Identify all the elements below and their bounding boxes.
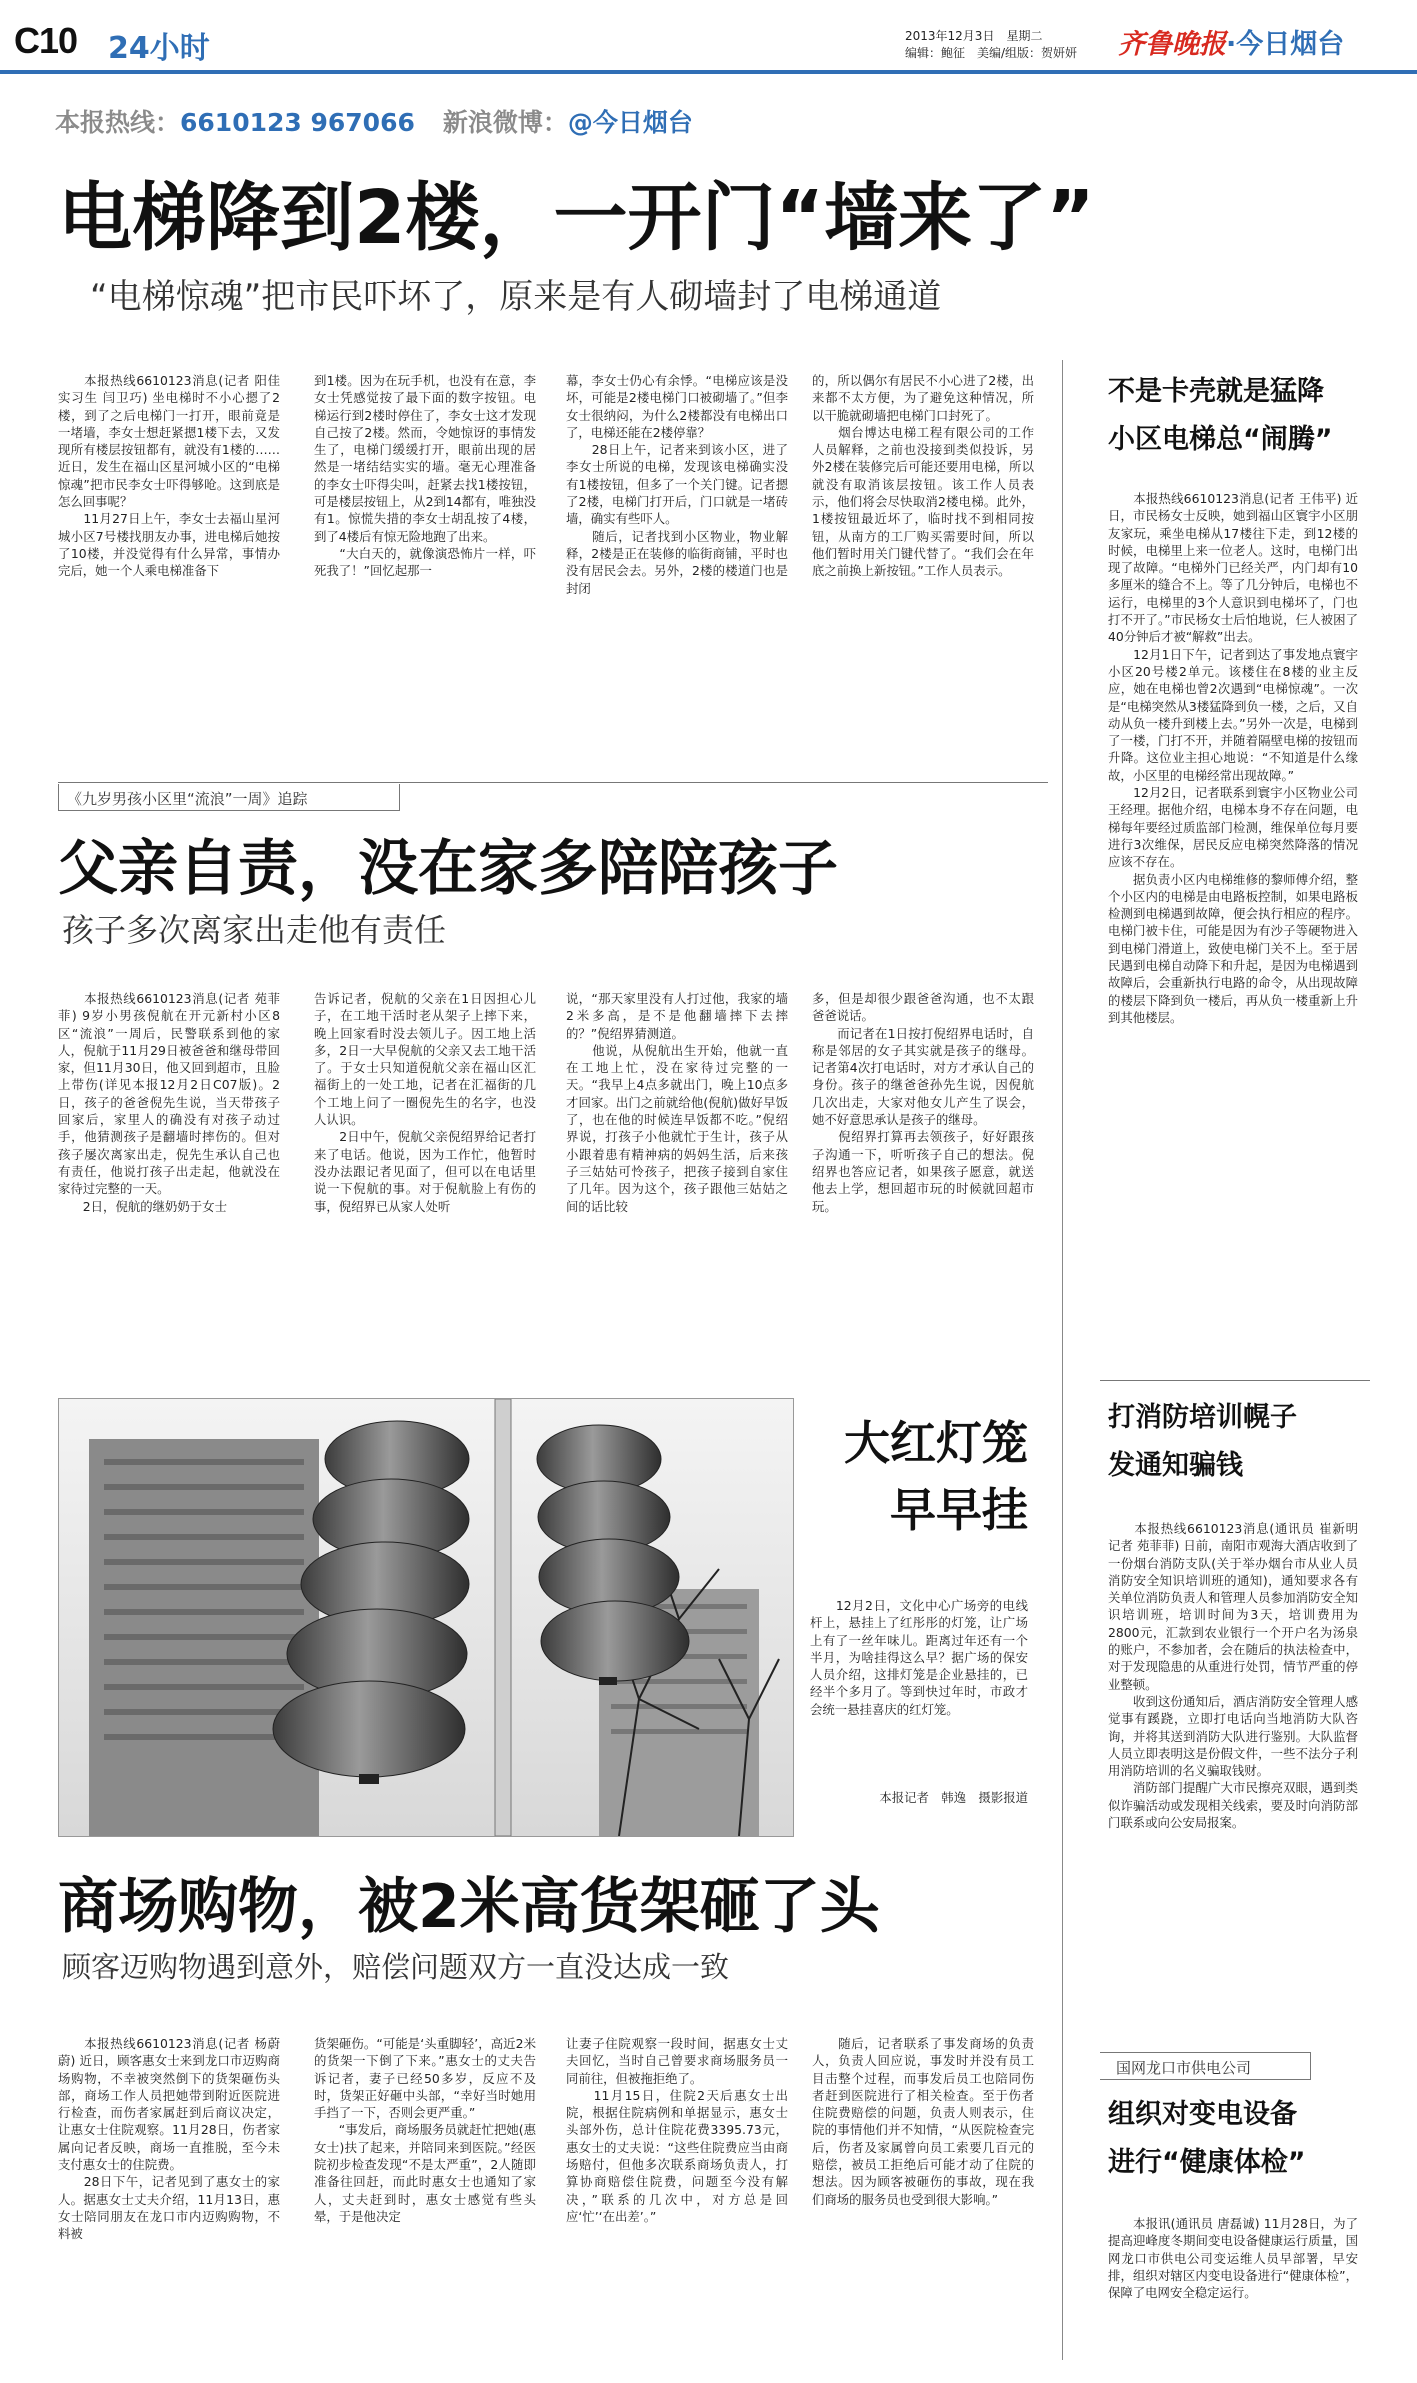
story3-body: 12月2日，文化中心广场旁的电线杆上，悬挂上了红彤彤的灯笼，让广场上有了一丝年味儿。距离过年还有一个半月，为啥挂得这么早？据广场的保安人员介绍，这排灯笼是企业悬挂的，已经半个多月了。等到快过年时，市政才会统一悬挂喜庆的红灯笼。 [810, 1598, 1028, 1717]
sidebar3-kicker-box [1100, 2052, 1311, 2080]
story1-headline: 电梯降到2楼，一开门“墙来了” [58, 175, 1095, 261]
page-number: C10 [14, 20, 78, 61]
story3-headline-line1: 大红灯笼 [844, 1416, 1028, 1470]
story3-credit: 本报记者 韩逸 摄影报道 [879, 1790, 1028, 1805]
story2-col3: 说，“那天家里没有人打过他，我家的墙2米多高，是不是他翻墙摔下去摔的？”倪绍界猜测道。 他说，从倪航出生开始，他就一直在工地上忙，没在家待过完整的一天。“我早上4点多就出门，晚上10点多才回家。出门之前就给他(倪航)做好早饭了，也在他的时候连早饭都不吃。”倪绍界说，打孩子小他就忙于生计，孩子从小跟着患有精神病的妈妈生活，后来孩子三姑姑可怜孩子，把孩子接到自家住了几年。因为这个，孩子跟他三姑姑之间的话比较 [566, 991, 788, 1214]
sidebar3-headline-line1: 组织对变电设备 [1108, 2099, 1297, 2130]
story4-col3: 让妻子住院观察一段时间，据惠女士丈夫回忆，当时自己曾要求商场服务员一同前往，但被拖拒绝了。 11月15日，住院2天后惠女士出院，根据住院病例和单据显示，惠女士头部外伤，总计住院花费3395.73元，惠女士的丈夫说：“这些住院费应当由商场赔付，但他多次联系商场负责人，打算协商赔偿住院费，问题至今没有解决，”联系的几次中，对方总是回应‘忙’‘在出差’。” [566, 2036, 788, 2224]
story2-col4: 多，但是却很少跟爸爸沟通，也不太跟爸爸说话。 而记者在1日按打倪绍界电话时，自称是邻居的女子其实就是孩子的继母。记者第4次打电话时，对方才承认自己的身份。孩子的继爸爸孙先生说，因倪航几次出走，大家对他女儿产生了误会，她不好意思承认是孩子的继母。 倪绍界打算再去领孩子，好好跟孩子沟通一下，听听孩子自己的想法。倪绍界也答应记者，如果孩子愿意，就送他去上学，想回超市玩的时候就回超市玩。 [812, 991, 1034, 1214]
column-divider [1062, 360, 1063, 2360]
lantern-photo [58, 1398, 794, 1837]
story1-col3: 幕，李女士仍心有余悸。“电梯应该是没坏，可能是2楼电梯门口被砌墙了。”但李女士很纳闷，为什么2楼都没有电梯出口了，电梯还能在2楼停靠？ 28日上午，记者来到该小区，进了李女士所说的电梯，发现该电梯确实没有1楼按钮，但多了一个关门键。记者摁了2楼，电梯门打开后，门口就是一堵砖墙，确实有些吓人。 随后，记者找到小区物业，物业解释，2楼是正在装修的临街商铺，平时也没有居民会去。另外，2楼的楼道门也是封闭 [566, 373, 788, 596]
story4-col4: 随后，记者联系了事发商场的负责人，负责人回应说，事发时并没有员工目击整个过程，而事发后员工也陪同伤者赶到医院进行了相关检查。至于伤者住院费赔偿的问题，负责人则表示，住院的事情他们并不知情，“从医院检查完后，伤者及家属曾向员工索要几百元的赔偿，被员工拒绝后可能才动了住院的想法。因为顾客被砸伤的事故，现在我们商场的服务员也受到很大影响。” [812, 2036, 1034, 2207]
story2-kicker-box [58, 784, 400, 811]
story2-col1: 本报热线6610123消息(记者 苑菲菲) 9岁小男孩倪航在开元新村小区8区“流浪”一周后，民警联系到他的家人，倪航于11月29日被爸爸和继母带回家，但11月30日，他又回到超市，且脸上带伤(详见本报12月2日C07版)。2日，孩子的爸爸倪先生说，当天带孩子回家后，家里人的确没有对孩子动过手，他猜测孩子是翻墙时摔伤的。但对孩子屡次离家出走，倪先生承认自己也有责任，他说打孩子出走起，他就没在家待过完整的一天。 2日，倪航的继奶奶于女士 [58, 991, 280, 1214]
hotline-bar [55, 103, 693, 139]
story1-col2: 到1楼。因为在玩手机，也没有在意，李女士凭感觉按了最下面的数字按钮。电梯运行到2楼时停住了，李女士这才发现自己按了2楼。然而，令她惊讶的事情发生了，电梯门缓缓打开，眼前出现的居然是一堵结结实实的墙。毫无心理准备的李女士吓得尖叫，赶紧去找1楼按钮，可是楼层按钮上，从2到14都有，唯独没有1。惊慌失措的李女士胡乱按了4楼，到了4楼后有惊无险地跑了出来。 “大白天的，就像演恐怖片一样，吓死我了！”回忆起那一 [314, 373, 536, 579]
sidebar2-headline-line2: 发通知骗钱 [1108, 1450, 1243, 1481]
story4-col2: 货架砸伤。“可能是‘头重脚轻’，高近2米的货架一下倒了下来。”惠女士的丈夫告诉记者，妻子已经50多岁，反应不及时，货架正好砸中头部，“幸好当时她用手挡了一下，否则会更严重。” “事发后，商场服务员就赶忙把她(惠女士)扶了起来，并陪同来到医院。”经医院初步检查发现“不是太严重”，2人随即准备往回赶，而此时惠女士也通知了家人，丈夫赶到时，惠女士感觉有些头晕，于是他决定 [314, 2036, 536, 2224]
story1-col1: 本报热线6610123消息(记者 阳佳 实习生 闫卫巧) 坐电梯时不小心摁了2楼，到了之后电梯门一打开，眼前竟是一堵墙，李女士想赶紧摁1楼下去，又发现所有楼层按钮都有，就没有1楼的……近日，发生在福山区星河城小区的“电梯惊魂”把市民李女士吓得够呛。这到底是怎么回事呢？ 11月27日上午，李女士去福山星河城小区7号楼找朋友办事，进电梯后她按了10楼，并没觉得有什么异常，事情办完后，她一个人乘电梯准备下 [58, 373, 280, 579]
sidebar2-body: 本报热线6610123消息(通讯员 崔新明 记者 苑菲菲) 日前，南阳市观海大酒店收到了一份烟台消防支队(关于举办烟台市从业人员消防安全知识培训班的通知)，通知要求各有关单位消防负责人和管理人员参加消防安全知识培训班，培训时间为3天，培训费用为2800元，汇款到农业银行一个开户名为汤泉的账户，不参加者，会在随后的执法检查中，对于发现隐患的从重进行处罚，情节严重的停业整顿。 收到这份通知后，酒店消防安全管理人感觉事有蹊跷，立即打电话向当地消防大队咨询，并将其送到消防大队进行鉴别。大队监督人员立即表明这是份假文件，一些不法分子利用消防培训的名义骗取钱财。 消防部门提醒广大市民擦亮双眼，遇到类似诈骗活动或发现相关线索，要及时向消防部门联系或向公安局报案。 [1108, 1521, 1358, 1831]
section-divider [58, 782, 1048, 783]
hotline-numbers: 6610123 967066 [180, 108, 415, 137]
masthead [0, 0, 1417, 75]
story4-headline: 商场购物，被2米高货架砸了头 [58, 1872, 880, 1942]
sidebar3-body: 本报讯(通讯员 唐磊诚) 11月28日，为了提高迎峰度冬期间变电设备健康运行质量，国网龙口市供电公司变运维人员早部署，早安排，组织对辖区内变电设备进行“健康体检”，保障了电网安全稳定运行。 [1108, 2216, 1358, 2301]
weibo-value: @今日烟台 [567, 108, 693, 137]
hotline-label: 本报热线： [55, 108, 181, 137]
story1-subhead: “电梯惊魂”把市民吓坏了，原来是有人砌墙封了电梯通道 [90, 277, 942, 317]
sidebar1-headline-line1: 不是卡壳就是猛降 [1108, 376, 1324, 407]
sidebar2-headline-line1: 打消防培训幌子 [1108, 1402, 1297, 1433]
story4-col1: 本报热线6610123消息(记者 杨蔚蔚) 近日，顾客惠女士来到龙口市迈购商场购物，不幸被突然倒下的货架砸伤头部，商场工作人员把她带到附近医院进行检查，而伤者家属赶到后商议决定，让惠女士住院观察。11月28日，伤者家属向记者反映，商场一直推脱，至今未支付惠女士的住院费。 28日下午，记者见到了惠女士的家人。据惠女士丈夫介绍，11月13日，惠女士陪同朋友在龙口市内迈购购物，不料被 [58, 2036, 280, 2242]
story4-subhead: 顾客迈购物遇到意外，赔偿问题双方一直没达成一致 [62, 1950, 730, 1984]
weibo-label: 新浪微博： [442, 108, 568, 137]
sidebar1-body: 本报热线6610123消息(记者 王伟平) 近日，市民杨女士反映，她到福山区寰宇小区朋友家玩，乘坐电梯从17楼往下走，到12楼的时候，电梯里上来一位老人。这时，电梯门出现了故障。“电梯外门已经关严，内门却有10多厘米的缝合不上。等了几分钟后，电梯也不运行，电梯里的3个人意识到电梯坏了，门也打不开了。”市民杨女士后怕地说，仨人被困了40分钟后才被“解救”出去。 12月1日下午，记者到达了事发地点寰宇小区20号楼2单元。该楼住在8楼的业主反应，她在电梯也曾2次遇到“电梯惊魂”。一次是“电梯突然从3楼猛降到负一楼，之后，又自动从负一楼升到楼上去。”另外一次是，电梯到了一楼，门打不开，并随着隔壁电梯的按钮而升降。这位业主担心地说：“不知道是什么缘故，小区里的电梯经常出现故障。” 12月2日，记者联系到寰宇小区物业公司王经理。据他介绍，电梯本身不存在问题，电梯每年要经过质监部门检测，维保单位每月要进行3次维保，居民反应电梯突然降落的情况应该不存在。 据负责小区内电梯维修的黎师傅介绍，整个小区内的电梯是由电路板控制，如果电路板检测到电梯遇到故障，便会执行相应的程序。电梯门被卡住，可能是因为有沙子等硬物进入到电梯门滑道上，致使电梯门关不上。至于居民遇到电梯自动降下和升起，是因为电梯遇到故障后，会重新执行电路的命令，从出现故障的楼层下降到负一楼后，再从负一楼重新上升到其他楼层。 [1108, 491, 1358, 1025]
lantern-photo-art [59, 1399, 793, 1836]
story2-col2: 告诉记者，倪航的父亲在1日因担心儿子，在工地干活时老从架子上摔下来，晚上回家看时没去领儿子。因工地上活多，2日一大早倪航的父亲又去工地干活了。于女士只知道倪航父亲在福山区汇福街上的一处工地，记者在汇福街的几个工地上问了一圈倪先生的名字，也没人认识。 2日中午，倪航父亲倪绍界给记者打来了电话。他说，因为工作忙，他暂时没办法跟记者见面了，但可以在电话里说一下倪航的事。对于倪航脸上有伤的事，倪绍界已从家人处听 [314, 991, 536, 1214]
story1-col4: 的，所以偶尔有居民不小心进了2楼，出来都不太方便，为了避免这种情况，所以干脆就砌墙把电梯门口封死了。 烟台博达电梯工程有限公司的工作人员解释，之前也没接到类似投诉，另外2楼在装修完后可能还要用电梯，所以就没有取消该层按钮。该工作人员表示，他们将会尽快取消2楼电梯。此外，1楼按钮最近坏了，临时找不到相同按钮，从南方的工厂购买需要时间，所以他们暂时用关门键代替了。“我们会在年底之前换上新按钮。”工作人员表示。 [812, 373, 1034, 579]
sidebar-divider-1 [1100, 1380, 1370, 1381]
sidebar3-kicker: 国网龙口市供电公司 [1116, 2059, 1252, 2077]
story2-subhead: 孩子多次离家出走他有责任 [62, 911, 447, 949]
editor-line: 编辑：鲍征 美编/组版：贺妍妍 [905, 46, 1078, 60]
story3-headline-line2: 早早挂 [890, 1483, 1028, 1537]
paper-name: 齐鲁晚报 [1118, 29, 1226, 60]
sidebar1-headline-line2: 小区电梯总“闹腾” [1108, 424, 1333, 455]
paper-sub: ·今日烟台 [1226, 29, 1345, 60]
sidebar3-headline-line2: 进行“健康体检” [1108, 2147, 1306, 2178]
date-line: 2013年12月3日 星期二 [905, 29, 1043, 43]
paper-logo [1118, 22, 1344, 62]
story2-headline: 父亲自责，没在家多陪陪孩子 [58, 834, 838, 904]
header-rule [0, 70, 1417, 74]
section-name: 24小时 [108, 31, 210, 66]
story2-kicker: 《九岁男孩小区里“流浪”一周》追踪 [67, 790, 308, 808]
